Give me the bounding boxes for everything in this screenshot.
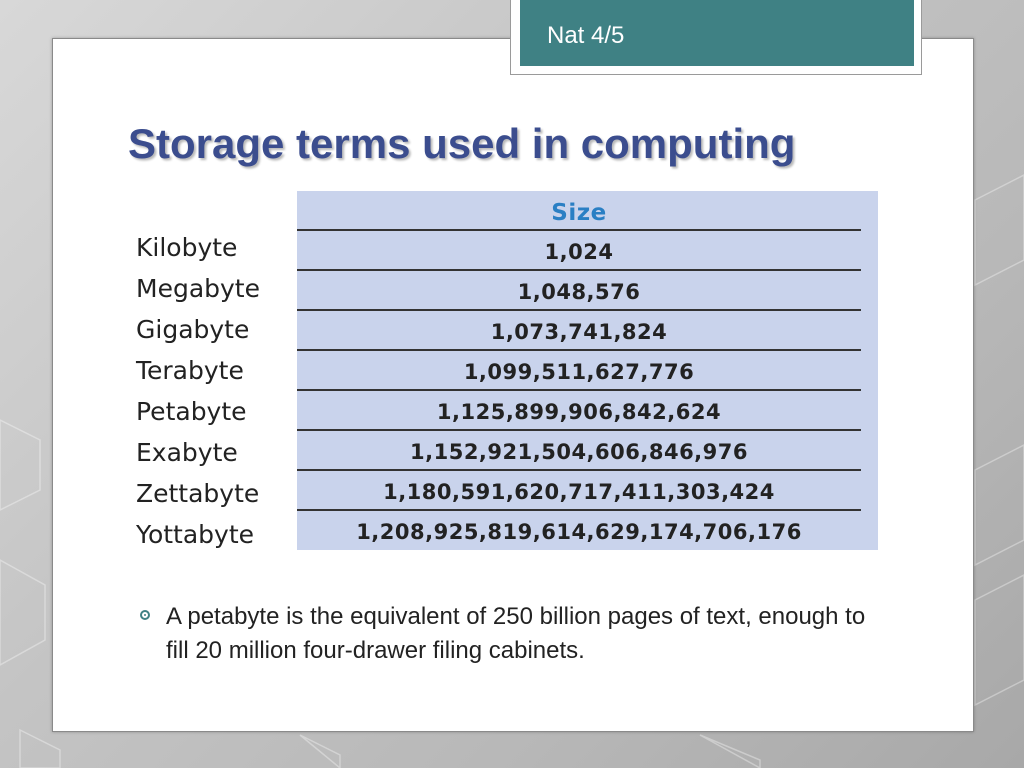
size-table [297, 191, 878, 550]
storage-term: Megabyte [136, 274, 260, 303]
size-table-row: 1,208,925,819,614,629,174,706,176 [356, 520, 802, 544]
slide-title: Storage terms used in computing [128, 120, 796, 167]
size-table-row: 1,073,741,824 [297, 311, 861, 351]
size-table-row: 1,180,591,620,717,411,303,424 [297, 471, 861, 511]
storage-term: Gigabyte [136, 315, 250, 344]
storage-term: Terabyte [136, 356, 244, 385]
storage-term: Yottabyte [136, 520, 255, 549]
storage-term: Kilobyte [136, 233, 238, 262]
size-table-row: 1,024 [297, 231, 861, 271]
size-table-row: 1,152,921,504,606,846,976 [297, 431, 861, 471]
storage-term-list [136, 227, 260, 555]
size-table-row: 1,099,511,627,776 [297, 351, 861, 391]
storage-term: Petabyte [136, 397, 247, 426]
hollow-circle-bullet-icon [140, 610, 150, 620]
size-table-row: 1,048,576 [297, 271, 861, 311]
size-table-header: Size [297, 191, 861, 231]
storage-term: Exabyte [136, 438, 238, 467]
section-tab-label: Nat 4/5 [547, 22, 625, 49]
size-table-row: 1,125,899,906,842,624 [297, 391, 861, 431]
storage-term: Zettabyte [136, 479, 260, 508]
bullet-note-text: A petabyte is the equivalent of 250 billion pages of text, enough to fill 20 million four-drawer filing cabinets. [166, 603, 866, 664]
